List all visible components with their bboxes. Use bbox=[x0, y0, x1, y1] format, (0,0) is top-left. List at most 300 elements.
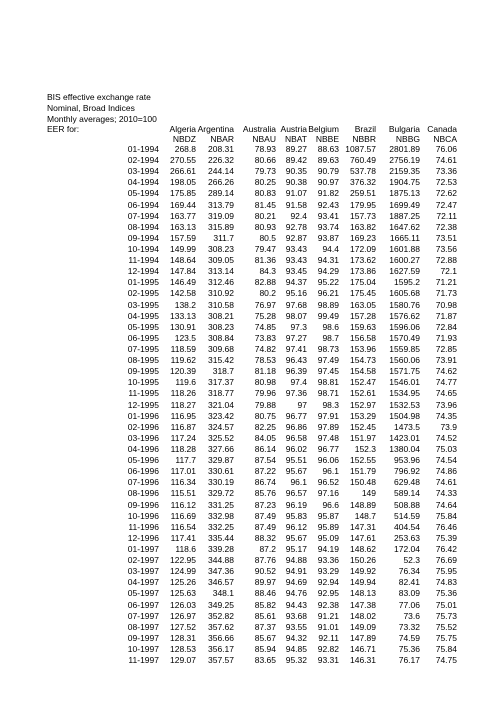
column-country-header: Austria bbox=[280, 124, 307, 134]
value-cell: 356.66 bbox=[208, 632, 234, 643]
value-cell: 74.64 bbox=[435, 499, 457, 510]
value-cell: 2159.35 bbox=[389, 166, 420, 177]
value-cell: 1380.04 bbox=[389, 443, 420, 454]
value-cell: 95.87 bbox=[317, 510, 339, 521]
value-cell: 1605.68 bbox=[389, 288, 420, 299]
value-cell: 148.13 bbox=[350, 588, 376, 599]
value-cell: 169.23 bbox=[350, 232, 376, 243]
value-cell: 94.69 bbox=[285, 577, 307, 588]
value-cell: 119.6 bbox=[175, 377, 196, 388]
value-cell: 92.4 bbox=[290, 210, 307, 221]
value-cell: 1532.53 bbox=[389, 399, 420, 410]
value-cell: 72.62 bbox=[435, 188, 457, 199]
value-cell: 151.97 bbox=[350, 432, 376, 443]
value-cell: 96.1 bbox=[290, 477, 307, 488]
date-cell: 02-1996 bbox=[127, 421, 159, 432]
value-cell: 93.55 bbox=[285, 621, 307, 632]
value-cell: 330.19 bbox=[208, 477, 234, 488]
value-cell: 80.66 bbox=[254, 155, 276, 166]
value-cell: 73.6 bbox=[403, 610, 420, 621]
date-cell: 03-1994 bbox=[127, 166, 159, 177]
value-cell: 152.3 bbox=[354, 443, 376, 454]
value-cell: 95.17 bbox=[285, 543, 307, 554]
table-row bbox=[0, 255, 496, 266]
value-cell: 94.37 bbox=[285, 277, 307, 288]
value-cell: 75.95 bbox=[435, 566, 457, 577]
value-cell: 74.75 bbox=[435, 655, 457, 666]
table-row bbox=[0, 533, 496, 544]
table-row bbox=[0, 355, 496, 366]
date-cell: 01-1995 bbox=[127, 277, 159, 288]
date-cell: 04-1996 bbox=[127, 443, 159, 454]
value-cell: 94.29 bbox=[317, 266, 339, 277]
value-cell: 72.11 bbox=[436, 210, 457, 221]
value-cell: 1546.01 bbox=[389, 377, 420, 388]
value-cell: 1595.2 bbox=[394, 277, 420, 288]
value-cell: 268.8 bbox=[174, 144, 196, 154]
value-cell: 93.31 bbox=[317, 655, 339, 666]
value-cell: 94.76 bbox=[285, 588, 307, 599]
value-cell: 128.31 bbox=[170, 632, 196, 643]
value-cell: 159.63 bbox=[350, 321, 376, 332]
value-cell: 348.1 bbox=[212, 588, 234, 599]
value-cell: 80.93 bbox=[254, 221, 276, 232]
date-cell: 10-1995 bbox=[127, 377, 159, 388]
value-cell: 122.95 bbox=[170, 555, 196, 566]
value-cell: 321.04 bbox=[208, 399, 234, 410]
value-cell: 86.14 bbox=[254, 443, 276, 454]
value-cell: 96.1 bbox=[322, 466, 339, 477]
value-cell: 96.12 bbox=[285, 521, 307, 532]
value-cell: 97.3 bbox=[290, 321, 307, 332]
value-cell: 92.78 bbox=[285, 221, 307, 232]
value-cell: 95.89 bbox=[317, 521, 339, 532]
value-cell: 1504.98 bbox=[389, 410, 420, 421]
value-cell: 97.4 bbox=[290, 377, 307, 388]
value-cell: 156.58 bbox=[350, 332, 376, 343]
column-country-header: Canada bbox=[427, 124, 457, 134]
column-series-code: NBDZ bbox=[172, 134, 196, 144]
value-cell: 80.25 bbox=[254, 177, 276, 188]
value-cell: 315.89 bbox=[208, 221, 234, 232]
value-cell: 324.57 bbox=[208, 421, 234, 432]
value-cell: 175.45 bbox=[350, 288, 376, 299]
value-cell: 87.2 bbox=[259, 543, 276, 554]
value-cell: 75.36 bbox=[398, 643, 420, 654]
value-cell: 149.94 bbox=[350, 577, 376, 588]
value-cell: 79.47 bbox=[254, 243, 276, 254]
value-cell: 84.3 bbox=[259, 266, 276, 277]
value-cell: 96.39 bbox=[285, 366, 307, 377]
value-cell: 152.55 bbox=[350, 455, 376, 466]
value-cell: 71.21 bbox=[435, 277, 457, 288]
value-cell: 148.89 bbox=[350, 499, 376, 510]
value-cell: 75.75 bbox=[435, 632, 457, 643]
value-cell: 72.88 bbox=[435, 255, 457, 266]
value-cell: 89.97 bbox=[254, 577, 276, 588]
table-row bbox=[0, 166, 496, 177]
value-cell: 117.01 bbox=[170, 466, 196, 477]
column-country-header: Australia bbox=[242, 124, 276, 134]
value-cell: 154.58 bbox=[350, 366, 376, 377]
value-cell: 157.59 bbox=[170, 232, 196, 243]
value-cell: 172.09 bbox=[350, 243, 376, 254]
value-cell: 151.79 bbox=[350, 466, 376, 477]
table-row bbox=[0, 444, 496, 455]
value-cell: 117.7 bbox=[175, 455, 196, 466]
value-cell: 85.61 bbox=[254, 610, 276, 621]
value-cell: 125.26 bbox=[170, 577, 196, 588]
value-cell: 308.23 bbox=[208, 243, 234, 254]
value-cell: 74.86 bbox=[435, 466, 457, 477]
value-cell: 71.73 bbox=[435, 288, 457, 299]
value-cell: 163.13 bbox=[170, 221, 196, 232]
value-cell: 330.61 bbox=[208, 466, 234, 477]
value-cell: 589.14 bbox=[394, 488, 420, 499]
value-cell: 311.7 bbox=[213, 232, 234, 243]
value-cell: 173.62 bbox=[350, 255, 376, 266]
value-cell: 1571.75 bbox=[389, 366, 420, 377]
value-cell: 72.85 bbox=[435, 343, 457, 354]
date-cell: 03-1996 bbox=[127, 432, 159, 443]
value-cell: 76.97 bbox=[254, 299, 276, 310]
value-cell: 118.28 bbox=[170, 443, 196, 454]
value-cell: 329.87 bbox=[208, 455, 234, 466]
date-cell: 12-1995 bbox=[127, 399, 159, 410]
value-cell: 115.51 bbox=[170, 488, 196, 499]
value-cell: 153.29 bbox=[350, 410, 376, 421]
value-cell: 92.11 bbox=[318, 632, 339, 643]
value-cell: 98.07 bbox=[285, 310, 307, 321]
value-cell: 92.43 bbox=[317, 199, 339, 210]
value-cell: 125.63 bbox=[170, 588, 196, 599]
value-cell: 87.37 bbox=[254, 621, 276, 632]
value-cell: 323.42 bbox=[208, 410, 234, 421]
value-cell: 80.5 bbox=[259, 232, 276, 243]
value-cell: 94.32 bbox=[285, 632, 307, 643]
value-cell: 80.2 bbox=[259, 288, 276, 299]
value-cell: 72.38 bbox=[435, 221, 457, 232]
value-cell: 74.77 bbox=[435, 377, 457, 388]
value-cell: 96.86 bbox=[285, 421, 307, 432]
table-row bbox=[0, 266, 496, 277]
value-cell: 1627.59 bbox=[389, 266, 420, 277]
value-cell: 85.76 bbox=[254, 488, 276, 499]
value-cell: 97.68 bbox=[285, 299, 307, 310]
value-cell: 1087.57 bbox=[345, 144, 376, 154]
value-cell: 313.14 bbox=[208, 266, 234, 277]
value-cell: 152.61 bbox=[350, 388, 376, 399]
date-cell: 08-1996 bbox=[127, 488, 159, 499]
date-cell: 09-1995 bbox=[127, 366, 159, 377]
value-cell: 163.82 bbox=[350, 221, 376, 232]
value-cell: 148.62 bbox=[350, 543, 376, 554]
value-cell: 127.52 bbox=[170, 621, 196, 632]
value-cell: 95.22 bbox=[317, 277, 339, 288]
value-cell: 97.16 bbox=[317, 488, 339, 499]
value-cell: 97.41 bbox=[285, 343, 307, 354]
value-cell: 352.82 bbox=[208, 610, 234, 621]
date-cell: 11-1995 bbox=[128, 388, 159, 399]
value-cell: 90.52 bbox=[254, 566, 276, 577]
value-cell: 80.75 bbox=[254, 410, 276, 421]
value-cell: 173.86 bbox=[350, 266, 376, 277]
date-cell: 06-1997 bbox=[127, 599, 159, 610]
value-cell: 85.67 bbox=[254, 632, 276, 643]
value-cell: 147.84 bbox=[170, 266, 196, 277]
value-cell: 72.47 bbox=[435, 199, 457, 210]
value-cell: 508.88 bbox=[394, 499, 420, 510]
value-cell: 1570.49 bbox=[389, 332, 420, 343]
value-cell: 347.36 bbox=[208, 566, 234, 577]
value-cell: 152.47 bbox=[350, 377, 376, 388]
table-row bbox=[0, 322, 496, 333]
value-cell: 796.92 bbox=[394, 466, 420, 477]
value-cell: 96.57 bbox=[285, 488, 307, 499]
value-cell: 308.23 bbox=[208, 321, 234, 332]
table-row bbox=[0, 588, 496, 599]
value-cell: 87.23 bbox=[254, 499, 276, 510]
value-cell: 80.98 bbox=[254, 377, 276, 388]
value-cell: 117.24 bbox=[170, 432, 196, 443]
value-cell: 157.73 bbox=[350, 210, 376, 221]
date-cell: 02-1997 bbox=[127, 555, 159, 566]
value-cell: 1600.27 bbox=[389, 255, 420, 266]
value-cell: 72.84 bbox=[435, 321, 457, 332]
value-cell: 118.6 bbox=[175, 543, 196, 554]
value-cell: 2801.89 bbox=[389, 144, 420, 154]
value-cell: 118.27 bbox=[170, 399, 196, 410]
value-cell: 85.94 bbox=[254, 643, 276, 654]
value-cell: 93.29 bbox=[317, 566, 339, 577]
table-row bbox=[0, 511, 496, 522]
value-cell: 97.89 bbox=[317, 421, 339, 432]
value-cell: 87.49 bbox=[254, 521, 276, 532]
table-row bbox=[0, 622, 496, 633]
value-cell: 73.96 bbox=[435, 399, 457, 410]
value-cell: 244.14 bbox=[208, 166, 234, 177]
value-cell: 94.91 bbox=[285, 566, 307, 577]
value-cell: 80.21 bbox=[254, 210, 276, 221]
value-cell: 1473.5 bbox=[394, 421, 420, 432]
value-cell: 226.32 bbox=[208, 155, 234, 166]
value-cell: 147.38 bbox=[350, 599, 376, 610]
value-cell: 149.09 bbox=[350, 621, 376, 632]
value-cell: 96.02 bbox=[285, 443, 307, 454]
value-cell: 325.52 bbox=[208, 432, 234, 443]
date-cell: 05-1997 bbox=[127, 588, 159, 599]
table-row bbox=[0, 555, 496, 566]
value-cell: 310.92 bbox=[208, 288, 234, 299]
value-cell: 74.52 bbox=[435, 432, 457, 443]
table-row bbox=[0, 455, 496, 466]
value-cell: 146.31 bbox=[350, 655, 376, 666]
value-cell: 116.34 bbox=[170, 477, 196, 488]
date-cell: 07-1994 bbox=[127, 210, 159, 221]
value-cell: 95.83 bbox=[285, 510, 307, 521]
column-series-code: NBAT bbox=[284, 134, 307, 144]
value-cell: 75.01 bbox=[435, 599, 457, 610]
value-cell: 150.26 bbox=[350, 555, 376, 566]
column-country-header: Bulgaria bbox=[388, 124, 420, 134]
table-row bbox=[0, 344, 496, 355]
column-country-header: Belgium bbox=[308, 124, 339, 134]
value-cell: 93.43 bbox=[285, 255, 307, 266]
value-cell: 308.21 bbox=[208, 310, 234, 321]
date-cell: 08-1995 bbox=[127, 355, 159, 366]
date-cell: 04-1997 bbox=[127, 577, 159, 588]
table-row bbox=[0, 177, 496, 188]
column-series-code: NBBR bbox=[352, 134, 376, 144]
value-cell: 74.62 bbox=[435, 366, 457, 377]
value-cell: 91.58 bbox=[285, 199, 307, 210]
value-cell: 75.52 bbox=[435, 621, 457, 632]
table-row bbox=[0, 611, 496, 622]
table-row bbox=[0, 466, 496, 477]
table-row bbox=[0, 200, 496, 211]
table-row bbox=[0, 600, 496, 611]
date-cell: 03-1997 bbox=[127, 566, 159, 577]
table-row bbox=[0, 500, 496, 511]
value-cell: 75.84 bbox=[435, 643, 457, 654]
value-cell: 315.42 bbox=[208, 355, 234, 366]
value-cell: 1423.01 bbox=[389, 432, 420, 443]
value-cell: 332.25 bbox=[208, 521, 234, 532]
value-cell: 147.89 bbox=[350, 632, 376, 643]
value-cell: 356.17 bbox=[208, 643, 234, 654]
table-row bbox=[0, 566, 496, 577]
value-cell: 90.38 bbox=[285, 177, 307, 188]
table-row bbox=[0, 188, 496, 199]
value-cell: 259.51 bbox=[350, 188, 376, 199]
value-cell: 75.36 bbox=[435, 588, 457, 599]
date-cell: 11-1994 bbox=[128, 255, 159, 266]
table-row bbox=[0, 655, 496, 666]
value-cell: 142.58 bbox=[170, 288, 196, 299]
value-cell: 92.94 bbox=[317, 577, 339, 588]
value-cell: 73.32 bbox=[398, 621, 420, 632]
value-cell: 1904.75 bbox=[389, 177, 420, 188]
value-cell: 129.07 bbox=[170, 655, 196, 666]
value-cell: 79.88 bbox=[254, 399, 276, 410]
date-cell: 06-1994 bbox=[127, 199, 159, 210]
value-cell: 98.6 bbox=[322, 321, 339, 332]
value-cell: 93.43 bbox=[285, 243, 307, 254]
value-cell: 96.77 bbox=[285, 410, 307, 421]
value-cell: 97.91 bbox=[317, 410, 339, 421]
date-cell: 01-1996 bbox=[127, 410, 159, 421]
value-cell: 96.58 bbox=[285, 432, 307, 443]
value-cell: 93.41 bbox=[317, 210, 339, 221]
value-cell: 94.31 bbox=[317, 255, 339, 266]
value-cell: 88.63 bbox=[317, 144, 339, 154]
value-cell: 253.63 bbox=[394, 532, 420, 543]
value-cell: 146.71 bbox=[350, 643, 376, 654]
value-cell: 95.67 bbox=[285, 466, 307, 477]
table-row bbox=[0, 222, 496, 233]
value-cell: 344.88 bbox=[208, 555, 234, 566]
column-series-code: NBBE bbox=[315, 134, 339, 144]
value-cell: 74.33 bbox=[435, 488, 457, 499]
date-cell: 07-1996 bbox=[127, 477, 159, 488]
table-row bbox=[0, 144, 496, 155]
value-cell: 75.03 bbox=[435, 443, 457, 454]
table-row bbox=[0, 488, 496, 499]
date-cell: 05-1995 bbox=[127, 321, 159, 332]
value-cell: 73.36 bbox=[435, 166, 457, 177]
date-cell: 10-1997 bbox=[127, 643, 159, 654]
value-cell: 154.73 bbox=[350, 355, 376, 366]
table-row bbox=[0, 311, 496, 322]
value-cell: 123.5 bbox=[174, 332, 196, 343]
value-cell: 118.26 bbox=[170, 388, 196, 399]
table-row bbox=[0, 155, 496, 166]
date-cell: 12-1996 bbox=[127, 532, 159, 543]
value-cell: 92.38 bbox=[317, 599, 339, 610]
value-cell: 149 bbox=[361, 488, 376, 499]
table-row bbox=[0, 244, 496, 255]
value-cell: 169.44 bbox=[170, 199, 196, 210]
date-cell: 08-1997 bbox=[127, 621, 159, 632]
value-cell: 266.26 bbox=[208, 177, 234, 188]
value-cell: 76.46 bbox=[435, 521, 457, 532]
value-cell: 95.09 bbox=[317, 532, 339, 543]
value-cell: 98.73 bbox=[317, 343, 339, 354]
value-cell: 332.98 bbox=[208, 510, 234, 521]
value-cell: 629.48 bbox=[394, 477, 420, 488]
value-cell: 327.66 bbox=[208, 443, 234, 454]
value-cell: 90.35 bbox=[285, 166, 307, 177]
value-cell: 90.97 bbox=[317, 177, 339, 188]
value-cell: 85.82 bbox=[254, 599, 276, 610]
value-cell: 74.61 bbox=[435, 477, 457, 488]
value-cell: 74.54 bbox=[435, 455, 457, 466]
value-cell: 76.69 bbox=[435, 555, 457, 566]
sheet-subtitle: Nominal, Broad Indices bbox=[47, 103, 135, 113]
value-cell: 78.53 bbox=[254, 355, 276, 366]
value-cell: 75.84 bbox=[435, 510, 457, 521]
value-cell: 79.96 bbox=[254, 388, 276, 399]
value-cell: 346.57 bbox=[208, 577, 234, 588]
value-cell: 95.32 bbox=[285, 655, 307, 666]
value-cell: 118.59 bbox=[170, 343, 196, 354]
value-cell: 90.79 bbox=[317, 166, 339, 177]
value-cell: 120.39 bbox=[170, 366, 196, 377]
value-cell: 74.85 bbox=[254, 321, 276, 332]
date-cell: 06-1996 bbox=[127, 466, 159, 477]
value-cell: 99.49 bbox=[317, 310, 339, 321]
value-cell: 308.84 bbox=[208, 332, 234, 343]
value-cell: 1576.62 bbox=[389, 310, 420, 321]
value-cell: 76.17 bbox=[398, 655, 420, 666]
value-cell: 98.71 bbox=[317, 388, 339, 399]
value-cell: 75.39 bbox=[435, 532, 457, 543]
value-cell: 87.76 bbox=[254, 555, 276, 566]
value-cell: 329.72 bbox=[208, 488, 234, 499]
value-cell: 93.45 bbox=[285, 266, 307, 277]
table-row bbox=[0, 366, 496, 377]
value-cell: 318.7 bbox=[212, 366, 234, 377]
date-cell: 09-1996 bbox=[127, 499, 159, 510]
value-cell: 87.49 bbox=[254, 510, 276, 521]
date-cell: 04-1994 bbox=[127, 177, 159, 188]
table-row bbox=[0, 377, 496, 388]
column-country-header: Brazil bbox=[354, 124, 376, 134]
value-cell: 96.19 bbox=[285, 499, 307, 510]
value-cell: 81.18 bbox=[254, 366, 276, 377]
date-cell: 08-1994 bbox=[127, 221, 159, 232]
date-cell: 02-1994 bbox=[127, 155, 159, 166]
